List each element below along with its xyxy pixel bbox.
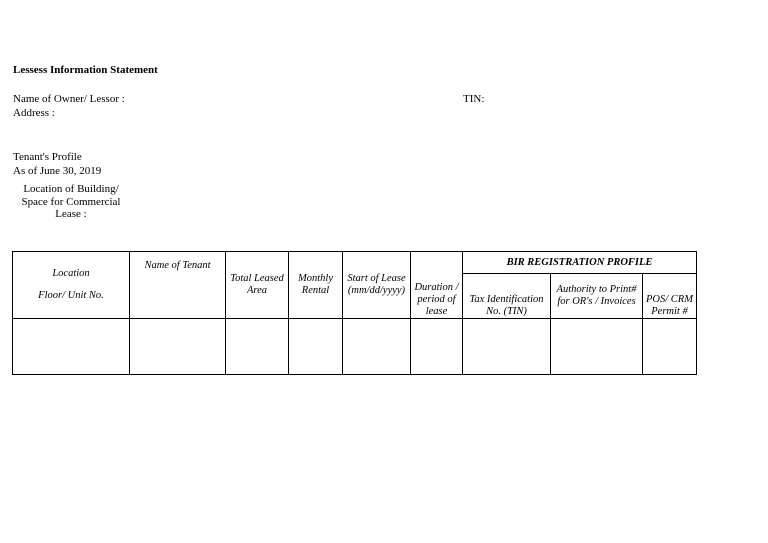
tin-label: TIN: <box>463 93 485 105</box>
monthly-rental-header: Monthly Rental <box>289 252 343 319</box>
tenant-name-header: Name of Tenant <box>130 252 226 319</box>
tenant-table <box>12 251 697 375</box>
location-header: Location <box>52 268 90 279</box>
statement-title: Lessess Information Statement <box>13 64 158 76</box>
table-cell[interactable] <box>13 319 130 375</box>
as-of-date-label: As of June 30, 2019 <box>13 165 102 177</box>
authority-header: Authority to Print# for OR's / Invoices <box>551 274 643 319</box>
leased-area-header: Total Leased Area <box>226 252 289 319</box>
tenant-profile-label: Tenant's Profile <box>13 151 82 163</box>
duration-header: Duration / period of lease <box>411 252 463 319</box>
address-label: Address : <box>13 107 55 119</box>
table-cell[interactable] <box>226 319 289 375</box>
table-cell[interactable] <box>463 319 551 375</box>
tin-header: Tax Identification No. (TIN) <box>463 274 551 319</box>
floor-unit-header: Floor/ Unit No. <box>38 290 104 301</box>
table-cell[interactable] <box>343 319 411 375</box>
pos-permit-header: POS/ CRM Permit # <box>643 274 697 319</box>
table-cell[interactable] <box>643 319 697 375</box>
start-lease-header: Start of Lease (mm/dd/yyyy) <box>343 252 411 319</box>
location-lease-label: Location of Building/ Space for Commercial Lease : <box>21 183 121 220</box>
location-header-cell <box>13 252 130 319</box>
table-cell[interactable] <box>130 319 226 375</box>
table-cell[interactable] <box>411 319 463 375</box>
table-cell[interactable] <box>551 319 643 375</box>
owner-label: Name of Owner/ Lessor : <box>13 93 125 105</box>
table-cell[interactable] <box>289 319 343 375</box>
bir-profile-header: BIR REGISTRATION PROFILE <box>463 252 697 274</box>
table-row <box>13 319 697 375</box>
